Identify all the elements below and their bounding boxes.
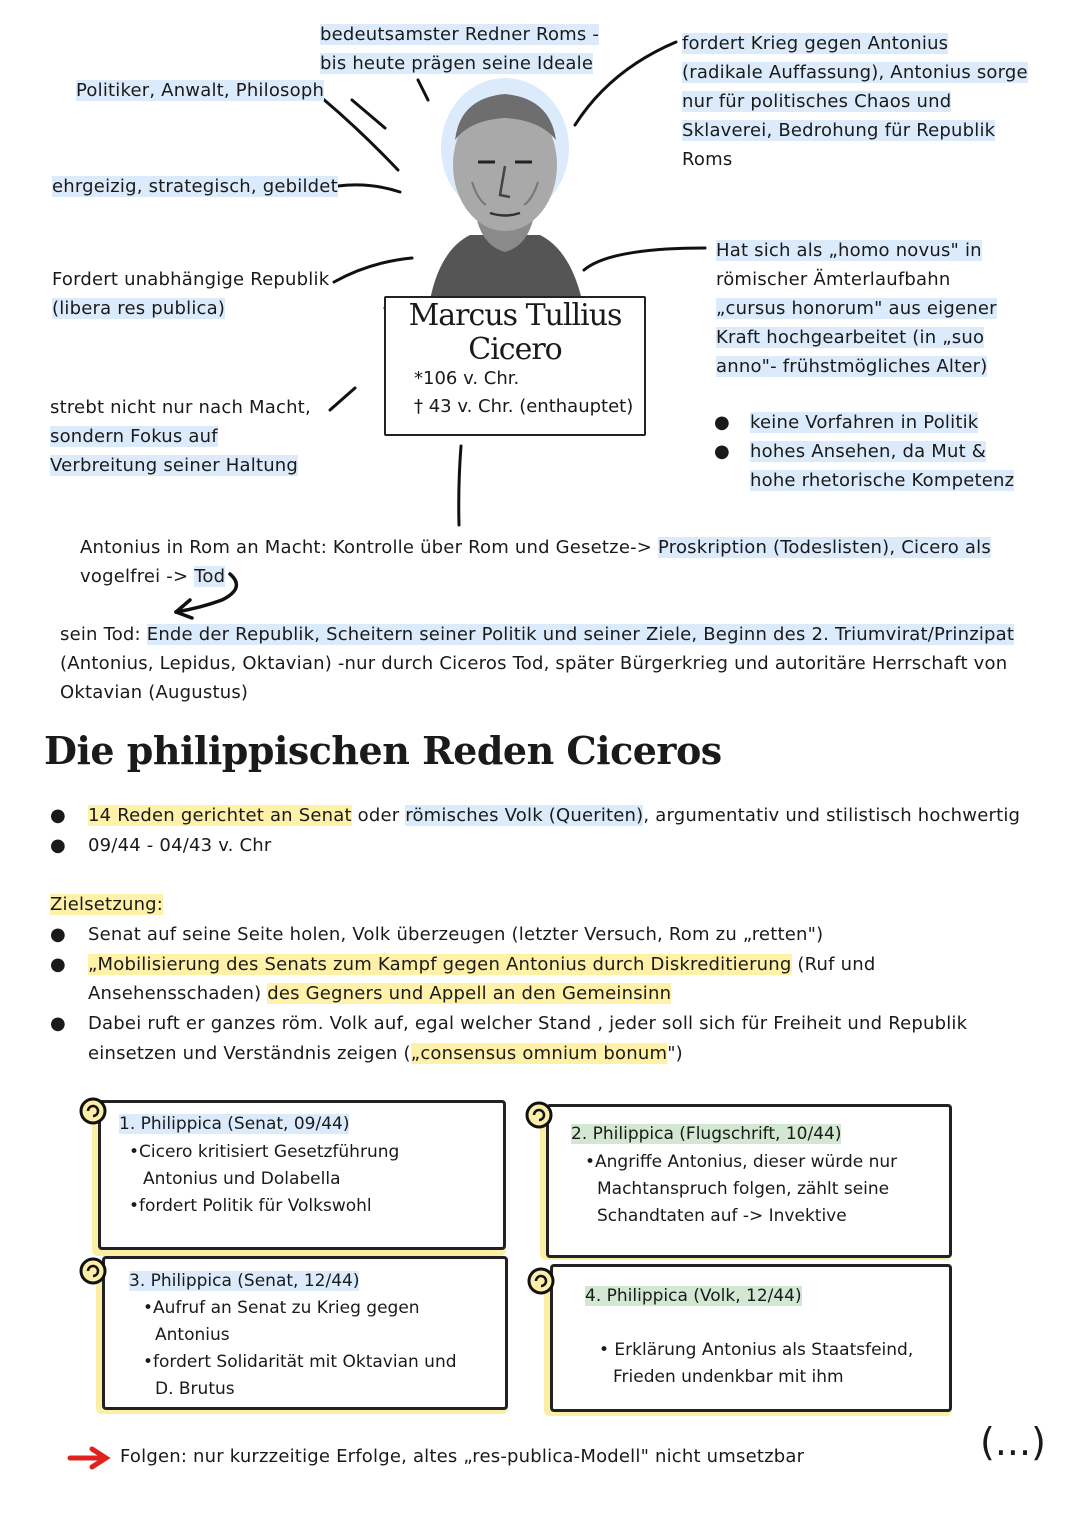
speeches-bullet-2: 09/44 - 04/43 v. Chr [88,835,272,856]
orator-note-1: bedeutsamster Redner Roms - [320,24,600,45]
antonius-line-2: vogelfrei -> Tod [80,566,226,587]
war-note-5: Roms [682,149,733,170]
goal-3b: einsetzen und Verständnis zeigen („consensus omnium bonum") [88,1043,683,1064]
goal-label: Zielsetzung: [50,894,164,915]
antonius-line-1: Antonius in Rom an Macht: Kontrolle über Rom und Gesetze-> Proskription (Todeslisten), Cicero als [80,537,991,558]
war-note-1: fordert Krieg gegen Antonius [682,33,949,54]
war-note-2: (radikale Auffassung), Antonius sorge [682,62,1028,83]
card-1-line-3: •fordert Politik für Volkswohl [129,1196,372,1216]
right-bullet-2a: hohes Ansehen, da Mut & [750,441,987,462]
bullet-dot-2: ● [714,441,730,462]
power-note-3: Verbreitung seiner Haltung [50,455,299,476]
birth-year: *106 v. Chr. [414,368,520,389]
philippica-card-2 [546,1104,952,1258]
card-3-line-1: •Aufruf an Senat zu Krieg gegen [143,1298,420,1318]
section-heading: Die philippischen Reden Ciceros [44,728,722,773]
orator-note-2: bis heute prägen seine Ideale [320,53,594,74]
center-name-box [384,296,646,436]
death-year: † 43 v. Chr. (enthauptet) [414,396,634,417]
bullet-dot-g3: ● [50,1013,66,1034]
goal-2: „Mobilisierung des Senats zum Kampf gegen Antonius durch Diskreditierung (Ruf und [88,954,876,975]
spiral-icon [524,1100,554,1130]
philippica-card-4 [550,1264,952,1412]
homo-note-3: „cursus honorum" aus eigener [716,298,997,319]
card-4-line-3: Frieden undenkbar mit ihm [613,1367,844,1387]
bullet-dot-g1: ● [50,924,66,945]
card-3-line-2: Antonius [155,1325,230,1345]
card-2-line-2: Machtanspruch folgen, zählt seine [597,1179,890,1199]
right-bullet-1: keine Vorfahren in Politik [750,412,979,433]
bullet-dot-b2: ● [50,835,66,856]
goal-2b: Ansehensschaden) des Gegners und Appell an den Gemeinsinn [88,983,672,1004]
continued-marker: (...) [980,1420,1046,1464]
card-2-line-1: •Angriffe Antonius, dieser würde nur [585,1152,898,1172]
war-note-3: nur für politisches Chaos und [682,91,952,112]
spiral-icon [526,1266,556,1296]
republic-note-2: (libera res publica) [52,298,226,319]
card-1-line-1: •Cicero kritisiert Gesetzführung [129,1142,400,1162]
death-line-1: sein Tod: Ende der Republik, Scheitern seiner Politik und seiner Ziele, Beginn des 2. Triumvirat/Prinzipat [60,624,1015,645]
card-3-line-4: D. Brutus [155,1379,235,1399]
spiral-icon [78,1256,108,1286]
power-note-2: sondern Fokus auf [50,426,218,447]
card-3-title: 3. Philippica (Senat, 12/44) [129,1271,360,1291]
death-line-2: (Antonius, Lepidus, Oktavian) -nur durch Ciceros Tod, später Bürgerkrieg und autoritäre Herrschaft von [60,653,1008,674]
card-4-line-2: • Erklärung Antonius als Staatsfeind, [599,1340,914,1360]
homo-note-1: Hat sich als „homo novus" in [716,240,982,261]
card-1-title: 1. Philippica (Senat, 09/44) [119,1114,350,1134]
republic-note-1: Fordert unabhängige Republik [52,269,330,290]
homo-note-4: Kraft hochgearbeitet (in „suo [716,327,985,348]
goal-1: Senat auf seine Seite holen, Volk überzeugen (letzter Versuch, Rom zu „retten") [88,924,824,945]
traits-note: ehrgeizig, strategisch, gebildet [52,176,338,197]
death-line-3: Oktavian (Augustus) [60,682,249,703]
philippica-card-1 [98,1100,506,1250]
homo-note-2: römischer Ämterlaufbahn [716,269,951,290]
consequence-text: Folgen: nur kurzzeitige Erfolge, altes „res-publica-Modell" nicht umsetzbar [120,1446,805,1467]
philippica-card-3 [102,1256,508,1410]
homo-note-5: anno"- frühstmögliches Alter) [716,356,988,377]
card-1-line-2: Antonius und Dolabella [143,1169,341,1189]
card-2-title: 2. Philippica (Flugschrift, 10/44) [571,1124,842,1144]
bullet-dot-g2: ● [50,954,66,975]
card-4-title: 4. Philippica (Volk, 12/44) [585,1286,802,1306]
right-bullet-2b: hohe rhetorische Kompetenz [750,470,1015,491]
bullet-dot-b1: ● [50,805,66,826]
cicero-portrait [400,70,610,300]
goal-3: Dabei ruft er ganzes röm. Volk auf, egal welcher Stand , jeder soll sich für Freiheit und Republik [88,1013,968,1034]
bullet-dot-1: ● [714,412,730,433]
name-line-2: Cicero [468,332,562,367]
name-line-1: Marcus Tullius [408,298,622,333]
speeches-bullet-1: 14 Reden gerichtet an Senat oder römisches Volk (Queriten), argumentativ und stilistisch hochwertig [88,805,1021,826]
war-note-4: Sklaverei, Bedrohung für Republik [682,120,996,141]
role-note: Politiker, Anwalt, Philosoph [76,80,325,101]
consequence-arrow [70,1449,106,1467]
card-2-line-3: Schandtaten auf -> Invektive [597,1206,847,1226]
card-3-line-3: •fordert Solidarität mit Oktavian und [143,1352,457,1372]
spiral-icon [78,1096,108,1126]
power-note-1: strebt nicht nur nach Macht, [50,397,311,418]
